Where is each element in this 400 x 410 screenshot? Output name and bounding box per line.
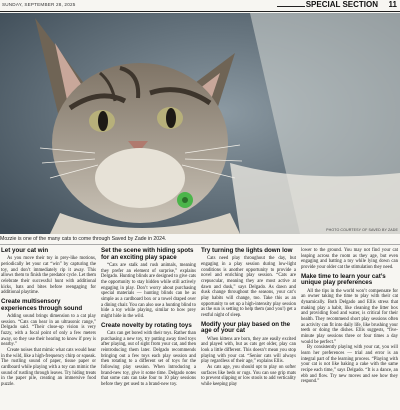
paragraph: All the tips in the world won’t compensate for an owner taking the time to play with their cat dynamically. Both Delgado and Ellis stress that making play a habit, like cleaning the litter box and providing food and water, is critical for their health. They recommend short play sessions often as activity can fit into daily life, like brushing your teeth or doing the dishes. Ellis suggests, “five-minute play sessions three or four times a day would be perfect.” [301, 288, 398, 345]
article-column-4 [301, 248, 398, 385]
cat-photo [0, 13, 400, 234]
photo-credit: PHOTO COURTESY OF SAVED BY ZADE [326, 228, 398, 232]
page-number: 11 [388, 0, 397, 9]
subhead-play-preferences: Make time to learn your cat’s unique play preferences [301, 272, 386, 287]
masthead-rule [277, 6, 305, 7]
subhead-lights-down: Try turning the lights down low [201, 247, 293, 254]
subhead-multisensory: Create multisensory experiences through sound [1, 297, 83, 312]
paragraph: By consistently playing with your cat, you will learn her preferences — trial and error is an integral part of the learning process. “Playing with your cat is not like baking a cake with the same recipe each time,” says Delgado. “It is a dance, an ebb and flow. Try new moves and see how they respond.” [301, 345, 398, 385]
paragraph: When kittens are born, they are easily excited and played with, but as cats get older, play can look a little different. This doesn’t mean you stop playing with your cat. “Senior cats will always play regardless of their age,” explains Ellis. [201, 336, 296, 365]
subhead-age-of-cat: Modify your play based on the age of your cat [201, 320, 291, 335]
article-column-2 [101, 248, 196, 388]
subhead-hiding-spots: Set the scene with hiding spots for an exciting play space [101, 247, 194, 261]
paragraph: lower to the ground. You may not find your cat leaping across the room as they age, but even engaging and batting a toy while lying down can provide your older cat the stimulation they need. [301, 248, 398, 270]
paragraph: As cats age, you should opt to play on softer surfaces like beds or rugs. You can use grip mats to prevent slipping or low stools to add verticality while keeping play [201, 364, 296, 387]
paragraph: Cats can get bored with their toys. Rather than purchasing a new toy, try putting away tired toys after playing, out of sight from your cat, and then reintroducing them later. Delgado recommends bringing out a few toys each play session and then rotating to a different set of toys for the following play session. When introducing a brand-new toy, give it some time. Delgado notes that some cats can take four to 10 play sessions before they get used to a brand-new toy. [101, 330, 196, 387]
paragraph: As you move their toy in prey-like motions, periodically let your cat “win” by capturing the toy, and don’t immediately rip it away. This allows them to finish the predator cycle. Let them celebrate their successful hunt with additional kicks, bats and bites before reengaging for additional playtime. [1, 256, 96, 296]
article-column-1 [1, 248, 96, 388]
photo-caption: Mozzie is one of the many cats to come through Saved by Zade in 2024. [0, 234, 400, 245]
subhead-rotating-toys: Create novelty by rotating toys [101, 321, 192, 329]
paragraph: Adding sound brings dimension to a cat play session. “Cats can hear in an ultrasonic range,” Delgado said. “Their close-up vision is very fuzzy, with a focal point of only a few meters away, so they use their hearing to know if prey is nearby.” [1, 313, 96, 348]
article-column-3 [201, 248, 296, 388]
dateline: SUNDAY, SEPTEMBER 28, 2025 [2, 2, 76, 7]
paragraph: Create noises that mimic what cats would hear in the wild, like a high-frequency chirp or squeak. The rustling sound of paper, tissue paper or cardboard while playing with a toy can mimic the sound of rustling through leaves. Try hiding treats in the paper pile, creating an immersive food puzzle. [1, 347, 96, 387]
page-masthead [0, 0, 400, 12]
section-title: SPECIAL SECTION [305, 0, 378, 9]
paragraph: “Cats are stalk and rush animals, meaning they prefer an element of surprise,” explains Delgado. Hunting blinds are designed to give cats the opportunity to stay hidden while still actively engaging in play. Don’t worry about purchasing special materials — hunting blinds can be as simple as a cardboard box or a towel draped over a dining chair. You can also use a hunting blind to hide a toy while playing, similar to how prey might hide in the wild. [101, 263, 196, 319]
paragraph: Cats need play throughout the day, but engaging in a play session during low-light conditions is another opportunity to provide a novel and enriching play session. “Cats are crepuscular, meaning they are most active at dawn and dusk,” says Delgado. As dawn and dusk change throughout the seasons, your cat’s play habits will change, too. Take this as an opportunity to set up a high-intensity play session as the sun is setting to help them (and you!) get a restful night of sleep. [201, 256, 296, 318]
cat-illustration [0, 13, 400, 234]
subhead-let-cat-win: Let your cat win [1, 247, 49, 254]
